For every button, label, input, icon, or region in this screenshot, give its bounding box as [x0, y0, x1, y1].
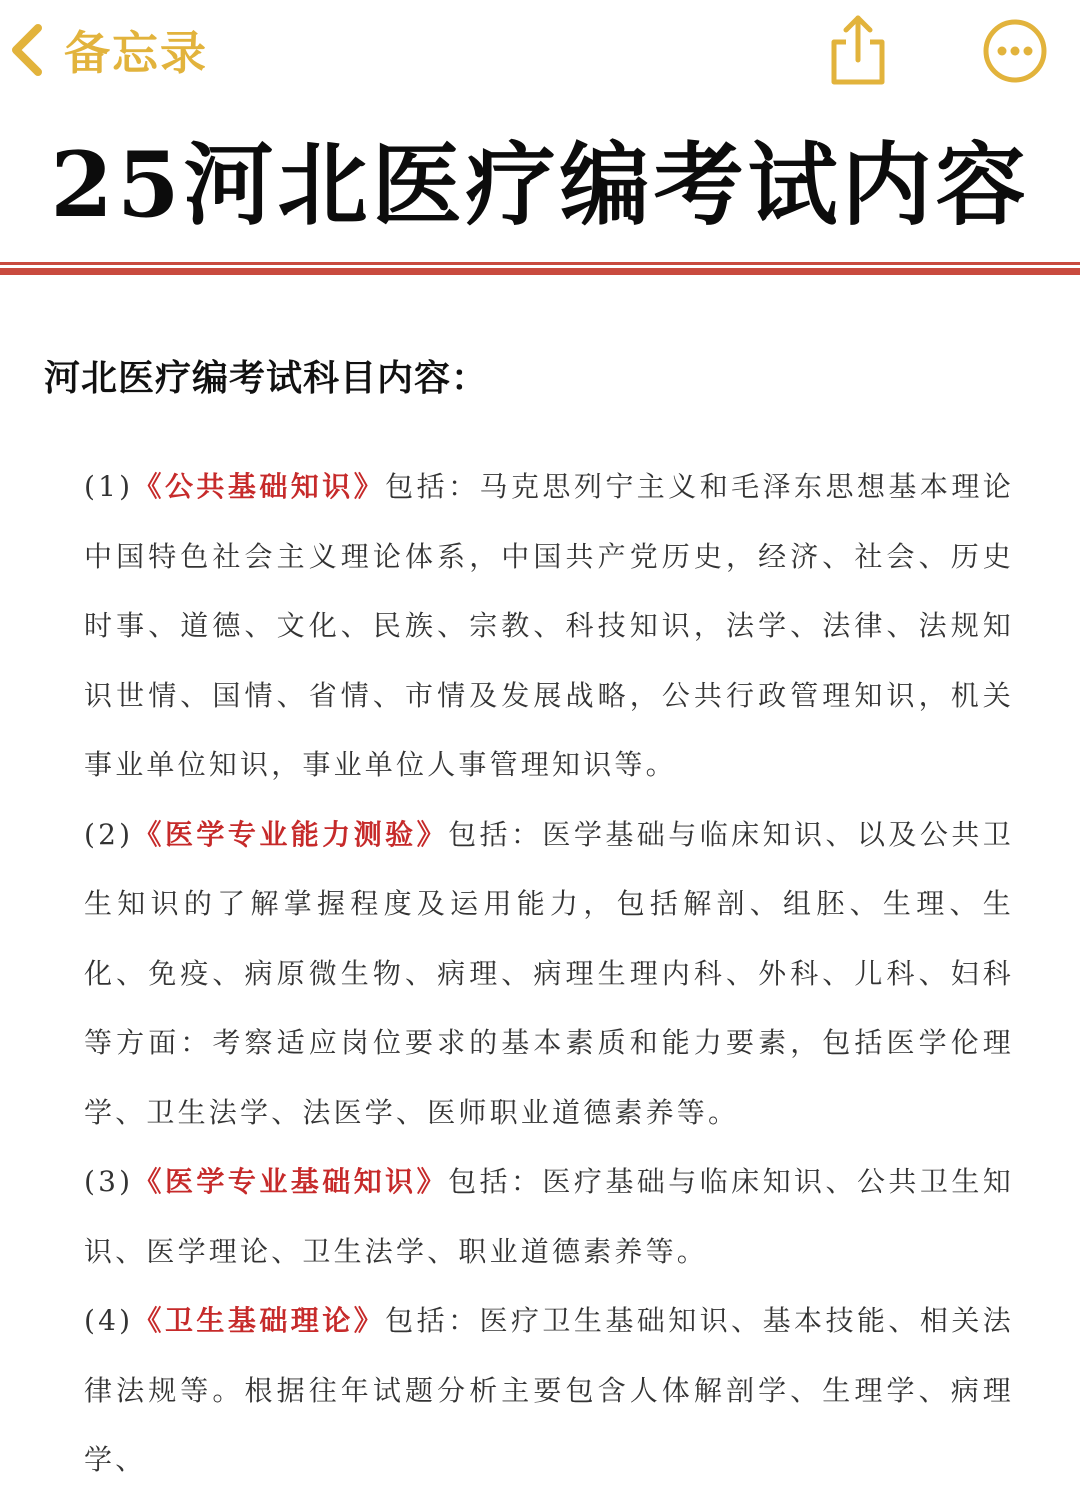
section-heading: 河北医疗编考试科目内容： — [44, 357, 489, 399]
item-subject: 《医学专业基础知识》 — [133, 1165, 449, 1198]
chevron-left-icon — [6, 22, 46, 78]
item-number: (3) — [84, 1165, 134, 1198]
share-button[interactable] — [826, 12, 890, 86]
exam-item-4 — [84, 1286, 1014, 1495]
back-label: 备忘录 — [64, 26, 208, 80]
more-button[interactable] — [982, 18, 1048, 84]
exam-item-3 — [84, 1147, 1014, 1286]
exam-item-1 — [84, 452, 1014, 800]
title-divider-thin — [0, 262, 1080, 265]
item-description: 包括：医疗卫生基础知识、基本技能、相关法律法规等。根据往年试题分析主要包含人体解剖学、生理学、病理学、 — [84, 1304, 1014, 1476]
title-divider-thick — [0, 268, 1080, 275]
more-icon — [982, 18, 1048, 84]
item-number: (1) — [84, 470, 134, 503]
item-description: 包括：医学基础与临床知识、以及公共卫生知识的了解掌握程度及运用能力，包括解剖、组胚、生理、生化、免疫、病原微生物、病理、病理生理内科、外科、儿科、妇科等方面：考察适应岗位要求的基本素质和能力要素，包括医学伦理学、卫生法学、法医学、医师职业道德素养等。 — [84, 817, 1014, 1129]
item-subject: 《卫生基础理论》 — [133, 1304, 386, 1337]
note-body — [84, 452, 1014, 1495]
item-subject: 《医学专业能力测验》 — [133, 817, 449, 851]
item-number: (2) — [84, 817, 134, 851]
back-button[interactable] — [6, 18, 208, 82]
item-description: 包括：医疗基础与临床知识、公共卫生知识、医学理论、卫生法学、职业道德素养等。 — [84, 1165, 1014, 1268]
exam-item-2 — [84, 800, 1014, 1148]
share-icon — [826, 12, 890, 86]
item-subject: 《公共基础知识》 — [133, 470, 386, 503]
document-title: 25河北医疗编考试内容 — [50, 132, 1030, 238]
item-number: (4) — [84, 1304, 134, 1337]
item-description: 包括：马克思列宁主义和毛泽东思想基本理论中国特色社会主义理论体系，中国共产党历史，经济、社会、历史时事、道德、文化、民族、宗教、科技知识，法学、法律、法规知识世情、国情、省情、市情及发展战略，公共行政管理知识，机关事业单位知识，事业单位人事管理知识等。 — [84, 470, 1014, 781]
navigation-bar — [0, 0, 1080, 100]
